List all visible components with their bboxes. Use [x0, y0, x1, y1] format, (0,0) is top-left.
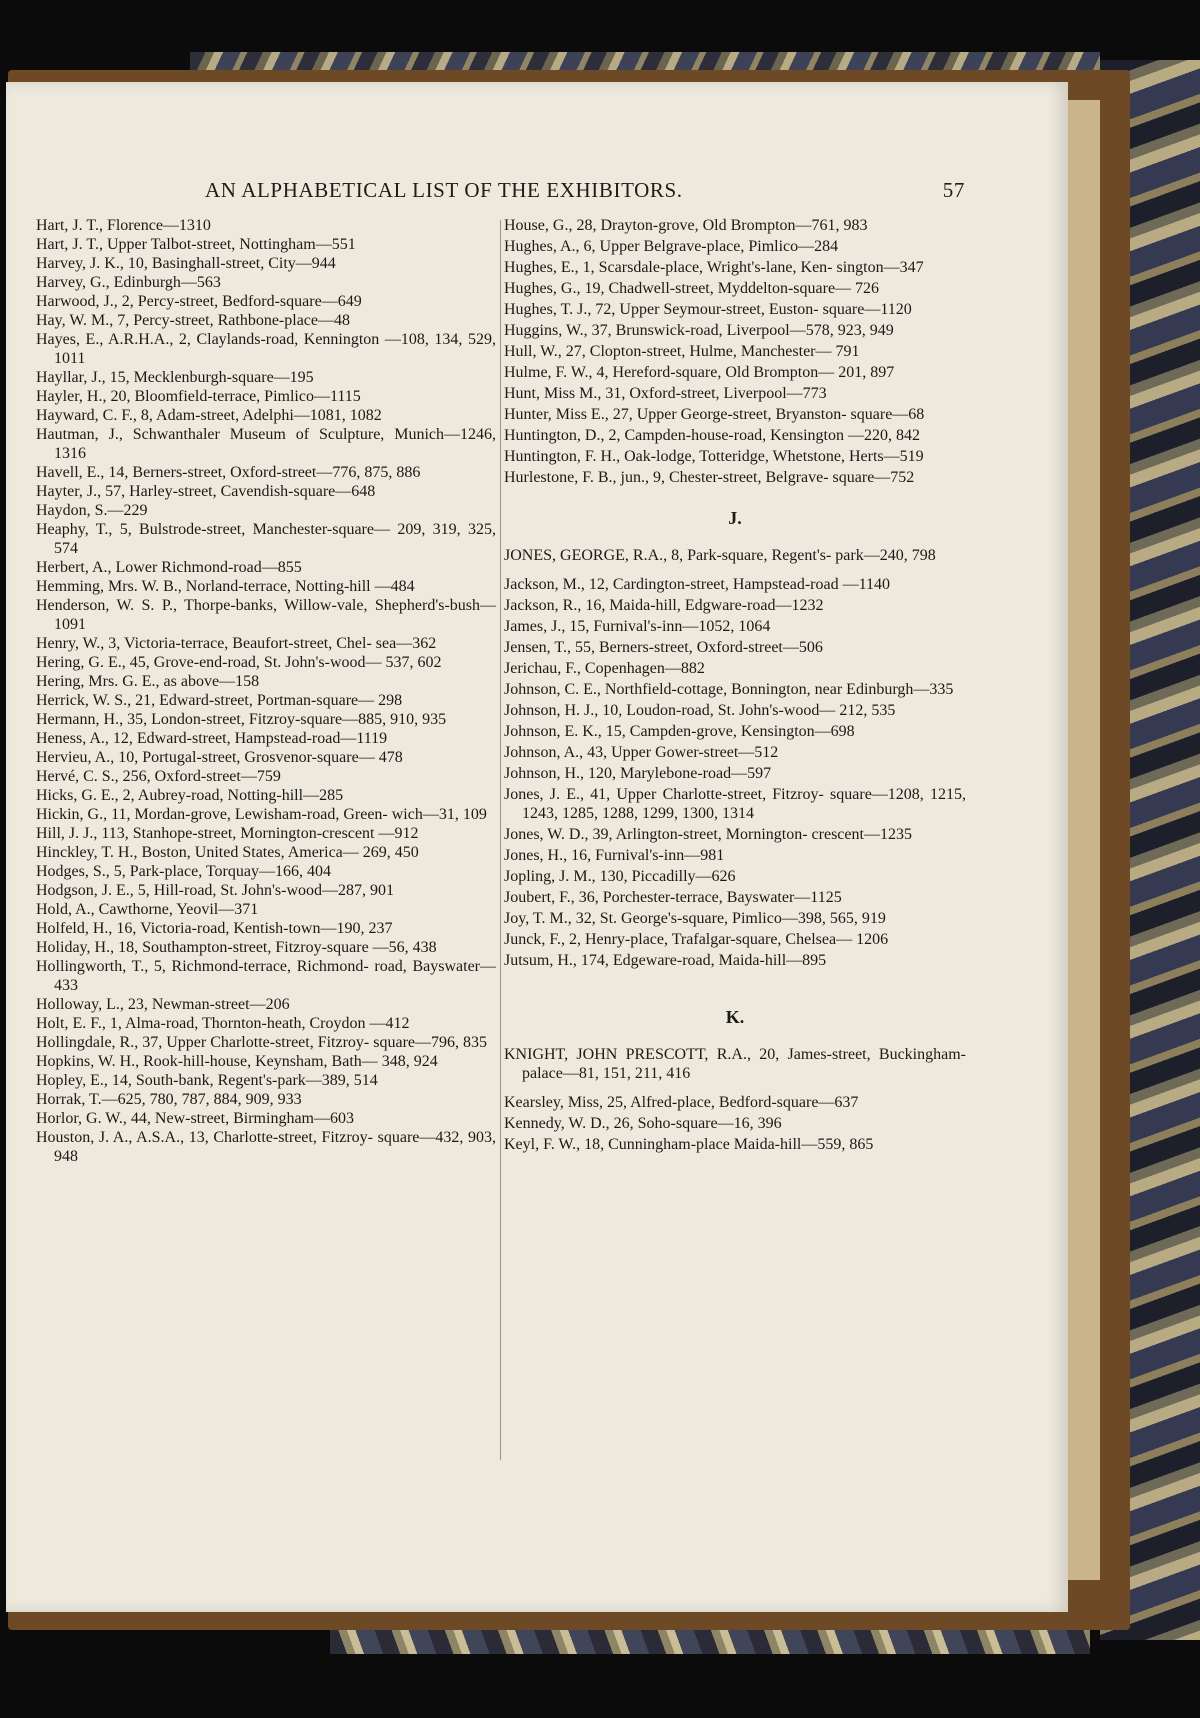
list-item: Jones, H., 16, Furnival's-inn—981: [504, 847, 725, 864]
list-item: Haydon, S.—229: [36, 502, 148, 519]
list-item: Hervé, C. S., 256, Oxford-street—759: [36, 768, 281, 785]
left-column: [36, 216, 496, 1166]
list-item: Hill, J. J., 113, Stanhope-street, Mornington-crescent —912: [36, 825, 419, 842]
list-item: Hunt, Miss M., 31, Oxford-street, Liverpool—773: [504, 385, 827, 402]
list-item: Hayter, J., 57, Harley-street, Cavendish-square—648: [36, 483, 376, 500]
list-item: Hodges, S., 5, Park-place, Torquay—166, 404: [36, 863, 331, 880]
list-item: Johnson, C. E., Northfield-cottage, Bonnington, near Edinburgh—335: [504, 681, 954, 698]
list-item: Heness, A., 12, Edward-street, Hampstead-road—1119: [36, 730, 388, 747]
list-item: Holiday, H., 18, Southampton-street, Fitzroy-square —56, 438: [36, 939, 437, 956]
list-item: Henry, W., 3, Victoria-terrace, Beaufort-street, Chel- sea—362: [36, 635, 437, 652]
list-item: Joubert, F., 36, Porchester-terrace, Bayswater—1125: [504, 889, 842, 906]
list-item: Havell, E., 14, Berners-street, Oxford-street—776, 875, 886: [36, 464, 421, 481]
section-heading-j: J.: [728, 508, 742, 528]
list-item: Joy, T. M., 32, St. George's-square, Pimlico—398, 565, 919: [504, 910, 886, 927]
list-item: Henderson, W. S. P., Thorpe-banks, Willow-vale, Shepherd's-bush—1091: [36, 597, 496, 633]
list-item: Hull, W., 27, Clopton-street, Hulme, Manchester— 791: [504, 343, 860, 360]
list-item: Hinckley, T. H., Boston, United States, America— 269, 450: [36, 844, 419, 861]
page-stack-edge: [1066, 100, 1100, 1580]
list-item: Hughes, A., 6, Upper Belgrave-place, Pimlico—284: [504, 238, 839, 255]
list-item: Houston, J. A., A.S.A., 13, Charlotte-street, Fitzroy- square—432, 903, 948: [36, 1129, 496, 1165]
list-item: Johnson, E. K., 15, Campden-grove, Kensington—698: [504, 723, 855, 740]
list-item: Hayllar, J., 15, Mecklenburgh-square—195: [36, 369, 314, 386]
list-item-lead: JONES, GEORGE, R.A., 8, Park-square, Regent's- park—240, 798: [504, 547, 936, 564]
list-item: Hughes, E., 1, Scarsdale-place, Wright's-lane, Ken- sington—347: [504, 259, 924, 276]
list-item: Hickin, G., 11, Mordan-grove, Lewisham-road, Green- wich—31, 109: [36, 806, 487, 823]
list-item: Hurlestone, F. B., jun., 9, Chester-street, Belgrave- square—752: [504, 469, 915, 486]
list-item: Kennedy, W. D., 26, Soho-square—16, 396: [504, 1115, 782, 1132]
list-item: Hughes, T. J., 72, Upper Seymour-street, Euston- square—1120: [504, 301, 912, 318]
list-item: Hayward, C. F., 8, Adam-street, Adelphi—1081, 1082: [36, 407, 382, 424]
right-column: [504, 216, 966, 1156]
list-item: Jones, W. D., 39, Arlington-street, Mornington- crescent—1235: [504, 826, 912, 843]
list-item: Keyl, F. W., 18, Cunningham-place Maida-hill—559, 865: [504, 1136, 874, 1153]
list-item: Johnson, A., 43, Upper Gower-street—512: [504, 744, 779, 761]
list-item: Hulme, F. W., 4, Hereford-square, Old Brompton— 201, 897: [504, 364, 895, 381]
list-item: Jackson, R., 16, Maida-hill, Edgware-road—1232: [504, 597, 824, 614]
list-item: Horlor, G. W., 44, New-street, Birmingham—603: [36, 1110, 354, 1127]
list-item: Heaphy, T., 5, Bulstrode-street, Manchester-square— 209, 319, 325, 574: [36, 521, 496, 557]
list-item: Huntington, F. H., Oak-lodge, Totteridge, Whetstone, Herts—519: [504, 448, 924, 465]
list-item: Kearsley, Miss, 25, Alfred-place, Bedford-square—637: [504, 1094, 859, 1111]
list-item: Hodgson, J. E., 5, Hill-road, St. John's-wood—287, 901: [36, 882, 394, 899]
list-item: Jerichau, F., Copenhagen—882: [504, 660, 705, 677]
list-item: Hart, J. T., Upper Talbot-street, Nottingham—551: [36, 236, 356, 253]
list-item: Hermann, H., 35, London-street, Fitzroy-square—885, 910, 935: [36, 711, 447, 728]
list-item: Holfeld, H., 16, Victoria-road, Kentish-town—190, 237: [36, 920, 393, 937]
list-item: Hunter, Miss E., 27, Upper George-street, Bryanston- square—68: [504, 406, 925, 423]
running-title: AN ALPHABETICAL LIST OF THE EXHIBITORS.: [205, 178, 683, 202]
list-item: Hayler, H., 20, Bloomfield-terrace, Pimlico—1115: [36, 388, 361, 405]
list-item: Jopling, J. M., 130, Piccadilly—626: [504, 868, 736, 885]
list-item: Huntington, D., 2, Campden-house-road, Kensington —220, 842: [504, 427, 920, 444]
list-item: Herbert, A., Lower Richmond-road—855: [36, 559, 302, 576]
list-item: Hopkins, W. H., Rook-hill-house, Keynsham, Bath— 348, 924: [36, 1053, 438, 1070]
section-heading-k: K.: [725, 1007, 745, 1027]
list-item: Jensen, T., 55, Berners-street, Oxford-street—506: [504, 639, 823, 656]
list-item: Harvey, G., Edinburgh—563: [36, 274, 221, 291]
page-number: 57: [942, 178, 965, 202]
list-item: Hicks, G. E., 2, Aubrey-road, Notting-hill—285: [36, 787, 344, 804]
list-item: Hopley, E., 14, South-bank, Regent's-park—389, 514: [36, 1072, 378, 1089]
list-item: Hay, W. M., 7, Percy-street, Rathbone-place—48: [36, 312, 350, 329]
list-item: Harwood, J., 2, Percy-street, Bedford-square—649: [36, 293, 362, 310]
list-item: House, G., 28, Drayton-grove, Old Brompton—761, 983: [504, 217, 868, 234]
list-item: Hart, J. T., Florence—1310: [36, 217, 211, 234]
list-item-lead: KNIGHT, JOHN PRESCOTT, R.A., 20, James-street, Buckingham-palace—81, 151, 211, 416: [504, 1046, 966, 1082]
list-item: James, J., 15, Furnival's-inn—1052, 1064: [504, 618, 771, 635]
list-item: Hering, Mrs. G. E., as above—158: [36, 673, 260, 690]
list-item: Huggins, W., 37, Brunswick-road, Liverpool—578, 923, 949: [504, 322, 894, 339]
list-item: Holt, E. F., 1, Alma-road, Thornton-heath, Croydon —412: [36, 1015, 410, 1032]
list-item: Hollingworth, T., 5, Richmond-terrace, Richmond- road, Bayswater—433: [36, 958, 496, 994]
list-item: Hollingdale, R., 37, Upper Charlotte-street, Fitzroy- square—796, 835: [36, 1034, 488, 1051]
list-item: Horrak, T.—625, 780, 787, 884, 909, 933: [36, 1091, 302, 1108]
list-item: Hautman, J., Schwanthaler Museum of Sculpture, Munich—1246, 1316: [36, 426, 496, 462]
list-item: Johnson, H., 120, Marylebone-road—597: [504, 765, 772, 782]
list-item: Hering, G. E., 45, Grove-end-road, St. John's-wood— 537, 602: [36, 654, 442, 671]
list-item: Junck, F., 2, Henry-place, Trafalgar-square, Chelsea— 1206: [504, 931, 889, 948]
list-item: Jones, J. E., 41, Upper Charlotte-street, Fitzroy- square—1208, 1215, 1243, 1285, 1288, 1299, 1300, 1314: [504, 786, 966, 822]
list-item: Hervieu, A., 10, Portugal-street, Grosvenor-square— 478: [36, 749, 403, 766]
list-item: Hold, A., Cawthorne, Yeovil—371: [36, 901, 259, 918]
list-item: Jutsum, H., 174, Edgeware-road, Maida-hill—895: [504, 952, 827, 969]
list-item: Hemming, Mrs. W. B., Norland-terrace, Notting-hill —484: [36, 578, 415, 595]
list-item: Harvey, J. K., 10, Basinghall-street, City—944: [36, 255, 336, 272]
list-item: Hughes, G., 19, Chadwell-street, Myddelton-square— 726: [504, 280, 880, 297]
list-item: Holloway, L., 23, Newman-street—206: [36, 996, 290, 1013]
list-item: Herrick, W. S., 21, Edward-street, Portman-square— 298: [36, 692, 403, 709]
list-item: Jackson, M., 12, Cardington-street, Hampstead-road —1140: [504, 576, 890, 593]
list-item: Johnson, H. J., 10, Loudon-road, St. John's-wood— 212, 535: [504, 702, 896, 719]
column-divider: [500, 220, 501, 1460]
list-item: Hayes, E., A.R.H.A., 2, Claylands-road, Kennington —108, 134, 529, 1011: [36, 331, 496, 367]
